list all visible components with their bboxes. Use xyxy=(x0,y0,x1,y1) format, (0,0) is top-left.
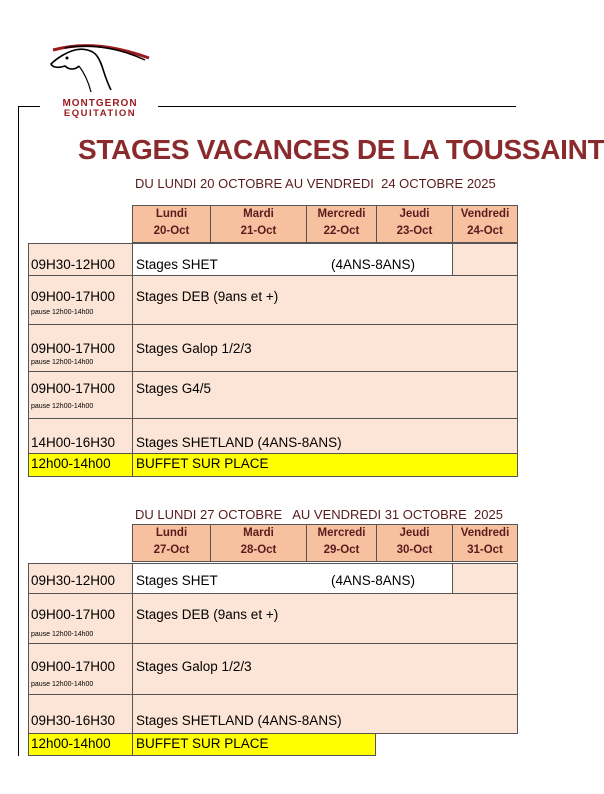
week1-day-3 xyxy=(306,205,377,243)
session-activity: Stages SHETLAND (4ANS-8ANS) xyxy=(136,435,342,450)
week1-row-3 xyxy=(28,324,518,372)
buffet-label: BUFFET SUR PLACE xyxy=(136,456,269,471)
week1-row-5 xyxy=(28,418,518,454)
session-pause: pause 12h00-14h00 xyxy=(31,309,94,316)
day-date: 24-Oct xyxy=(467,225,503,237)
session-time: 09H00-17H00 xyxy=(31,607,116,622)
session-activity: Stages SHET xyxy=(136,573,218,588)
day-date: 20-Oct xyxy=(153,225,190,237)
week1-day-2 xyxy=(210,205,307,243)
session-activity: Stages SHET xyxy=(136,257,218,272)
week2-row-2 xyxy=(28,593,518,644)
week2-day-3 xyxy=(306,524,377,562)
frame-rule-left xyxy=(18,106,19,756)
day-date: 29-Oct xyxy=(323,544,360,556)
day-name: Vendredi xyxy=(460,208,510,220)
week1-day-5 xyxy=(452,205,518,243)
week1-subtitle: DU LUNDI 20 OCTOBRE AU VENDREDI 24 OCTOBRE 2025 xyxy=(135,176,496,191)
day-name: Jeudi xyxy=(399,208,430,220)
week2-day-1 xyxy=(132,524,211,562)
day-name: Lundi xyxy=(155,527,188,539)
buffet-label: BUFFET SUR PLACE xyxy=(136,736,269,751)
session-activity: Stages G4/5 xyxy=(136,381,212,396)
page-title: STAGES VACANCES DE LA TOUSSAINT xyxy=(78,134,604,165)
week1-day-1 xyxy=(132,205,211,243)
frame-rule-top-right xyxy=(158,106,516,107)
session-ages: (4ANS-8ANS) xyxy=(331,257,416,272)
week1-day-4 xyxy=(376,205,453,243)
day-date: 23-Oct xyxy=(396,225,433,237)
session-activity: Stages Galop 1/2/3 xyxy=(136,341,252,356)
session-time: 09H30-12H00 xyxy=(31,573,116,588)
day-date: 28-Oct xyxy=(240,544,277,556)
day-name: Jeudi xyxy=(399,527,430,539)
week2-subtitle: DU LUNDI 27 OCTOBRE AU VENDREDI 31 OCTOBRE 2025 xyxy=(135,507,503,522)
week2-row-1 xyxy=(28,563,518,594)
brand-name xyxy=(45,99,155,119)
session-activity: Stages DEB (9ans et +) xyxy=(136,289,279,304)
day-date: 27-Oct xyxy=(153,544,190,556)
session-pause: pause 12h00-14h00 xyxy=(31,359,94,366)
session-activity: Stages DEB (9ans et +) xyxy=(136,607,279,622)
brand-line1: MONTGERON xyxy=(62,98,138,109)
session-ages: (4ANS-8ANS) xyxy=(331,573,416,588)
buffet-time: 12h00-14h00 xyxy=(31,456,111,471)
session-time: 09H30-12H00 xyxy=(31,257,116,272)
session-time: 09H30-16H30 xyxy=(31,713,116,728)
day-date: 22-Oct xyxy=(323,225,360,237)
week1-row-4 xyxy=(28,371,518,419)
week1-row-2 xyxy=(28,275,518,325)
week1-row-1 xyxy=(28,243,518,276)
day-date: 21-Oct xyxy=(240,225,277,237)
horse-logo-icon xyxy=(45,40,155,102)
week2-day-5 xyxy=(452,524,518,562)
session-pause: pause 12h00-14h00 xyxy=(31,681,94,688)
frame-rule-top-left xyxy=(18,106,40,107)
week1-buffet xyxy=(28,453,518,477)
session-time: 09H00-17H00 xyxy=(31,381,116,396)
session-activity: Stages Galop 1/2/3 xyxy=(136,659,252,674)
session-time: 09H00-17H00 xyxy=(31,289,116,304)
brand-line2: EQUITATION xyxy=(63,108,137,119)
day-name: Mercredi xyxy=(317,527,366,539)
session-time: 09H00-17H00 xyxy=(31,341,116,356)
day-name: Mardi xyxy=(243,208,274,220)
day-name: Mercredi xyxy=(317,208,366,220)
day-name: Mardi xyxy=(243,527,274,539)
buffet-time: 12h00-14h00 xyxy=(31,736,111,751)
session-time: 09H00-17H00 xyxy=(31,659,116,674)
week2-buffet xyxy=(28,733,376,756)
week2-day-4 xyxy=(376,524,453,562)
session-pause: pause 12h00-14h00 xyxy=(31,631,94,638)
week2-row-3 xyxy=(28,643,518,695)
day-name: Vendredi xyxy=(460,527,510,539)
day-date: 30-Oct xyxy=(396,544,433,556)
day-date: 31-Oct xyxy=(467,544,503,556)
day-name: Lundi xyxy=(155,208,188,220)
session-activity: Stages SHETLAND (4ANS-8ANS) xyxy=(136,713,342,728)
week2-row-4 xyxy=(28,694,518,734)
week2-day-2 xyxy=(210,524,307,562)
session-pause: pause 12h00-14h00 xyxy=(31,403,94,410)
session-time: 14H00-16H30 xyxy=(31,435,116,450)
